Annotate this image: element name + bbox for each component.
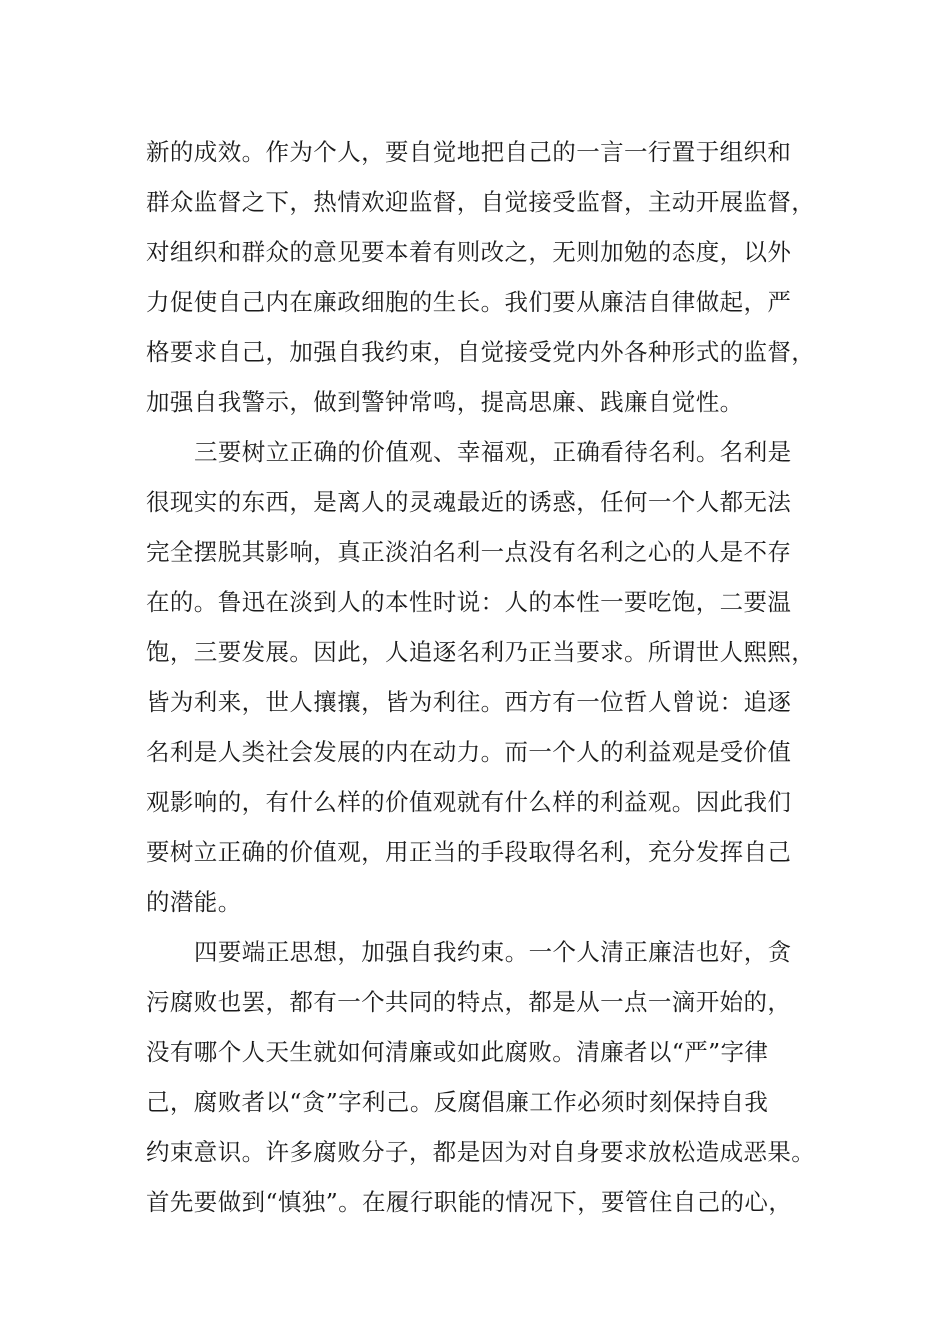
text-line-4: 力促使自己内在廉政细胞的生长。我们要从廉洁自律做起，严 [146,288,792,316]
paragraph-3-first-line: 三要树立正确的价值观、幸福观，正确看待名利。名利是 [194,438,792,466]
text-line-5: 格要求自己，加强自我约束，自觉接受党内外各种形式的监督， [146,338,816,366]
text-line-10: 在的。鲁迅在淡到人的本性时说：人的本性一要吃饱，二要温 [146,588,792,616]
text-line-22: 首先要做到“慎独”。在履行职能的情况下，要管住自己的心， [146,1188,793,1216]
text-line-21: 约束意识。许多腐败分子，都是因为对自身要求放松造成恶果。 [146,1138,816,1166]
text-line-12: 皆为利来，世人攘攘，皆为利往。西方有一位哲人曾说：追逐 [146,688,792,716]
text-line-16: 的潜能。 [146,888,242,916]
text-line-19: 没有哪个人天生就如何清廉或如此腐败。清廉者以“严”字律 [146,1038,769,1066]
text-line-15: 要树立正确的价值观，用正当的手段取得名利，充分发挥自己 [146,838,792,866]
text-line-20: 己，腐败者以“贪”字利己。反腐倡廉工作必须时刻保持自我 [146,1088,769,1116]
text-line-6: 加强自我警示，做到警钟常鸣，提高思廉、践廉自觉性。 [146,388,744,416]
text-line-2: 群众监督之下，热情欢迎监督，自觉接受监督，主动开展监督， [146,188,816,216]
paragraph-4-first-line: 四要端正思想，加强自我约束。一个人清正廉洁也好，贪 [194,938,792,966]
text-line-18: 污腐败也罢，都有一个共同的特点，都是从一点一滴开始的， [146,988,792,1016]
text-line-11: 饱，三要发展。因此，人追逐名利乃正当要求。所谓世人熙熙， [146,638,816,666]
text-line-1: 新的成效。作为个人，要自觉地把自己的一言一行置于组织和 [146,138,792,166]
text-line-14: 观影响的，有什么样的价值观就有什么样的利益观。因此我们 [146,788,792,816]
text-line-3: 对组织和群众的意见要本着有则改之，无则加勉的态度，以外 [146,238,792,266]
text-line-8: 很现实的东西，是离人的灵魂最近的诱惑，任何一个人都无法 [146,488,792,516]
text-line-13: 名利是人类社会发展的内在动力。而一个人的利益观是受价值 [146,738,792,766]
text-line-9: 完全摆脱其影响，真正淡泊名利一点没有名利之心的人是不存 [146,538,792,566]
